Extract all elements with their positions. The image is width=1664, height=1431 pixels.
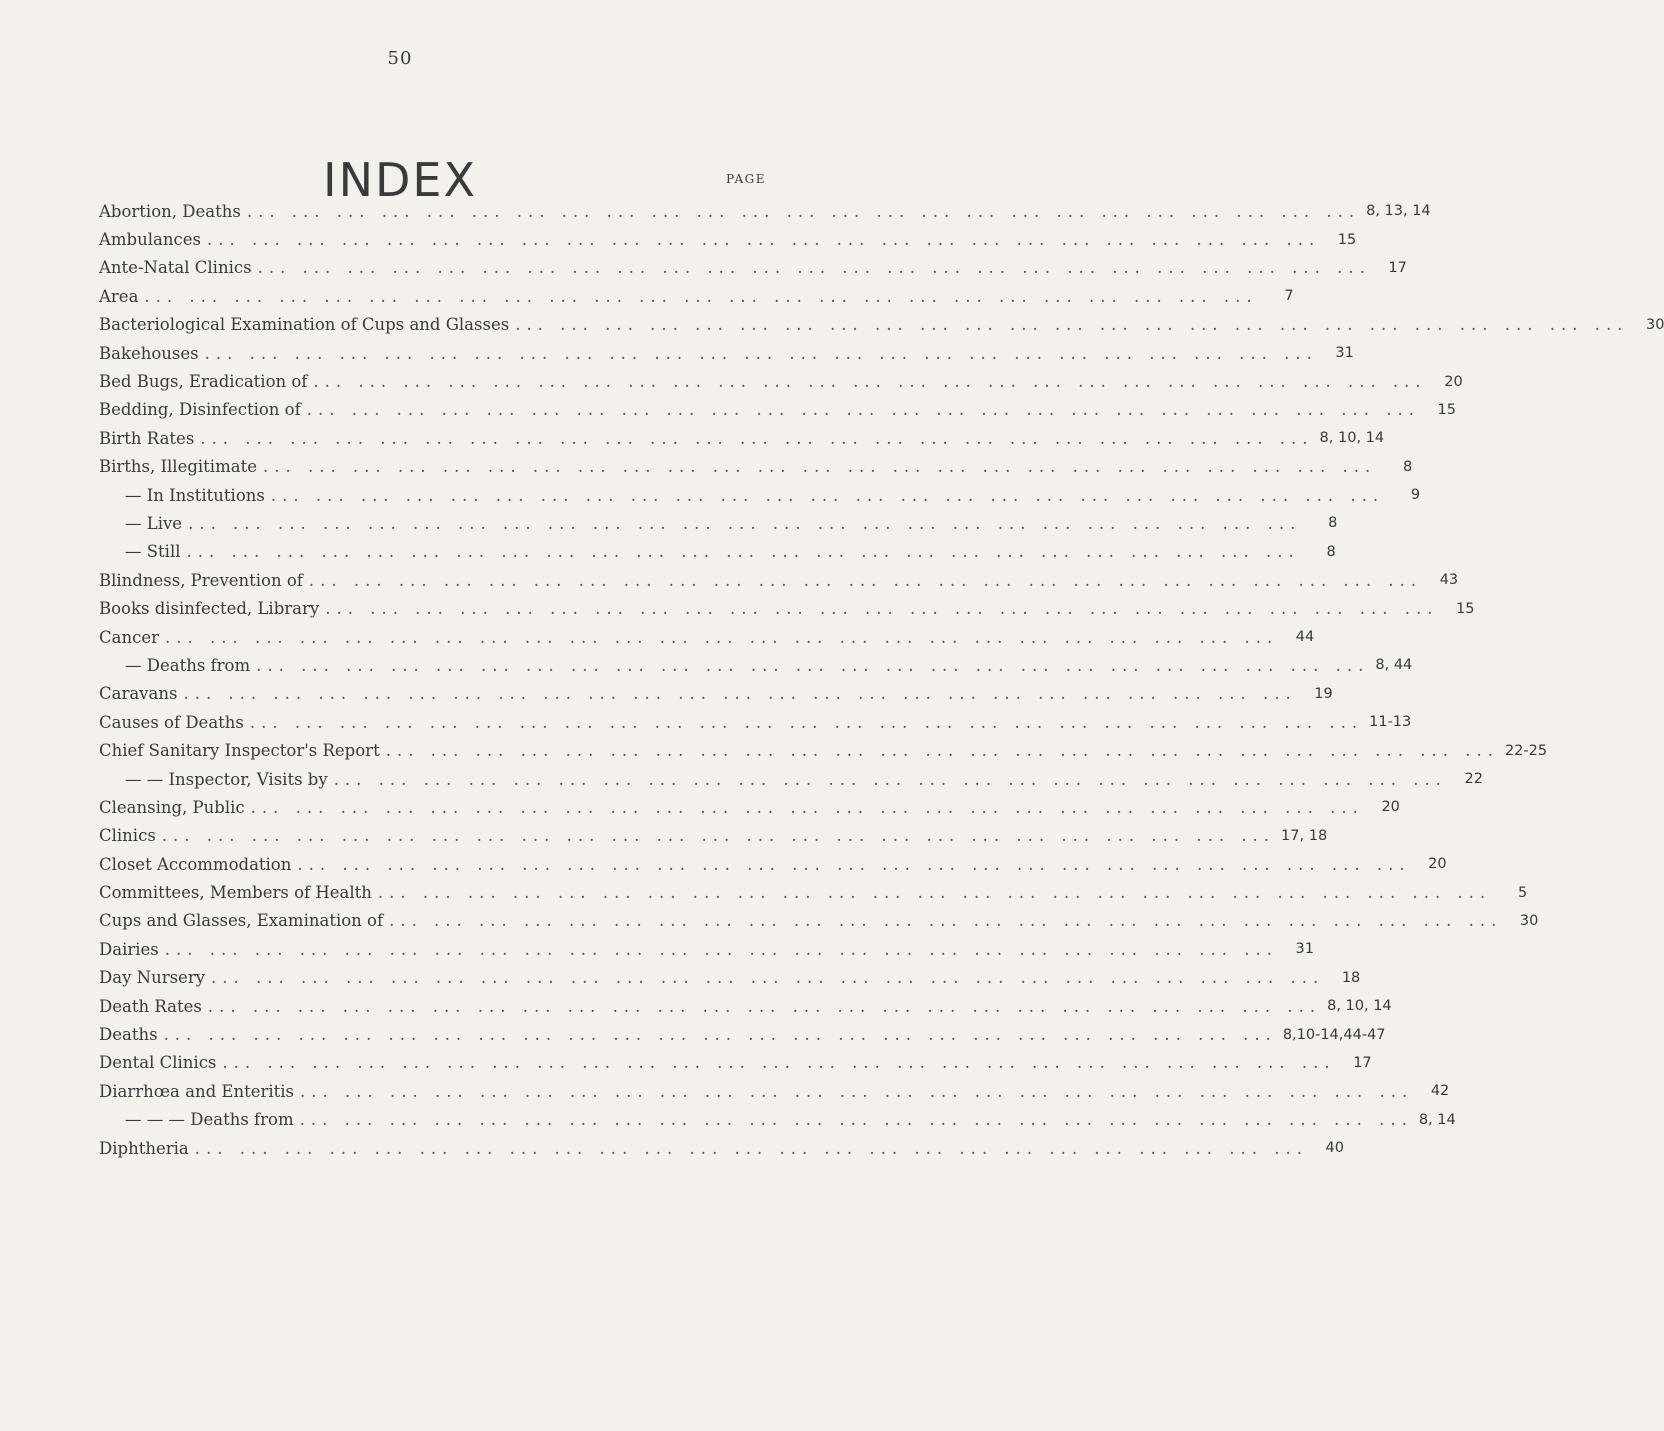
index-entry [99,992,1392,1020]
index-entry-pages: 8, 44 [1375,657,1413,674]
index-entry-pages: 30 [1519,912,1539,929]
dot-leader [183,684,1296,703]
index-entry-text: Births, Illegitimate [99,457,257,477]
dot-leader [258,258,1371,277]
dot-leader [297,855,1410,874]
index-entry-text: Dairies [99,939,159,959]
dot-leader [325,599,1438,618]
index-entry [99,566,1459,594]
index-entry-pages: 8, 10, 14 [1319,430,1385,447]
page-number: 50 [387,48,413,69]
index-entry-pages: 44 [1295,629,1315,646]
index-entry-pages: 15 [1456,600,1475,617]
index-entry [99,594,1475,622]
dot-leader [164,1025,1277,1044]
index-entry [99,765,1483,793]
index-entry [99,481,1421,509]
index-entry [99,623,1315,651]
index-entry [99,736,1548,764]
index-entry [99,1020,1386,1048]
index-entry-text: Ante-Natal Clinics [99,258,252,278]
dot-leader [300,1082,1413,1101]
index-entry-text: Bakehouses [99,343,199,363]
dot-leader [334,770,1447,789]
index-list [99,197,1664,1162]
index-entry [99,424,1385,452]
dot-leader [222,1053,1335,1072]
index-entry-text: Bed Bugs, Eradication of [99,372,308,392]
index-entry [99,1077,1450,1105]
index-entry-pages: 31 [1335,345,1354,362]
index-entry-text: Closet Accommodation [99,854,292,874]
dot-leader [263,457,1376,476]
index-entry-pages: 8 [1328,515,1338,532]
index-entry-text: Clinics [99,826,156,846]
dot-leader [205,344,1318,363]
dot-leader [515,315,1628,334]
index-entry-pages: 8, 10, 14 [1327,998,1392,1015]
dot-leader [256,656,1369,675]
dot-leader [247,202,1360,221]
dot-leader [251,798,1364,817]
index-entry-text: Books disinfected, Library [99,599,320,619]
index-entry-pages: 20 [1381,799,1400,816]
index-entry-text: — Live [125,513,183,533]
index-entry-text: Death Rates [99,996,202,1016]
dot-leader [309,571,1422,590]
index-entry-pages: 17 [1388,259,1407,276]
dot-leader [195,1139,1308,1158]
index-entry-text: Abortion, Deaths [99,201,241,221]
index-entry [99,396,1456,424]
dot-leader [207,230,1320,249]
index-entry-pages: 9 [1410,487,1421,504]
index-entry-text: Diphtheria [99,1138,189,1158]
index-entry [99,822,1328,850]
index-entry-text: Caravans [99,684,178,704]
index-entry [99,680,1333,708]
index-entry-text: — Still [125,542,181,562]
index-entry [99,282,1294,310]
index-entry-text: Committees, Members of Health [99,883,372,903]
index-entry-text: Cups and Glasses, Examination of [99,911,384,931]
index-entry-pages: 22-25 [1504,742,1548,759]
dot-leader [307,400,1420,419]
index-entry-text: Bacteriological Examination of Cups and Glasses [99,315,510,335]
index-entry-text: Bedding, Disinfection of [99,400,301,420]
dot-leader [271,486,1384,505]
dot-leader [165,628,1278,647]
dot-leader [313,372,1426,391]
index-entry-pages: 20 [1444,373,1463,390]
index-entry [99,509,1338,537]
index-entry [99,1049,1372,1077]
index-entry-pages: 17 [1353,1054,1372,1071]
index-entry [99,935,1314,963]
index-entry [99,708,1412,736]
index-entry-text: Cleansing, Public [99,797,245,817]
index-entry-pages: 31 [1295,941,1314,958]
index-entry [99,538,1336,566]
index-entry [99,651,1413,679]
index-entry [99,793,1400,821]
index-entry-pages: 17, 18 [1281,827,1328,844]
dot-leader [162,826,1275,845]
dot-leader [165,940,1278,959]
index-entry [99,311,1664,339]
index-entry [99,1106,1456,1134]
index-entry [99,964,1361,992]
index-entry-pages: 7 [1284,288,1294,305]
index-entry [99,225,1357,253]
index-entry-pages: 19 [1314,685,1333,702]
index-entry-pages: 15 [1337,231,1357,248]
index-entry [99,907,1539,935]
dot-leader [200,429,1313,448]
dot-leader [386,741,1499,760]
index-entry-text: Blindness, Prevention of [99,570,303,590]
index-entry-text: — In Institutions [125,485,265,505]
dot-leader [208,997,1321,1016]
dot-leader [250,713,1363,732]
index-entry-pages: 8, 13, 14 [1366,203,1431,220]
index-entry-text: — Deaths from [125,655,251,675]
index-entry-pages: 18 [1341,969,1361,986]
index-entry-text: — — — Deaths from [125,1110,294,1130]
index-entry [99,878,1528,906]
index-entry-text: Cancer [99,627,159,647]
index-entry-pages: 30 [1645,316,1664,333]
index-entry-text: — — Inspector, Visits by [125,769,328,789]
page-column-header: PAGE [726,172,766,186]
index-entry [99,1134,1344,1162]
index-entry-pages: 8 [1326,543,1336,560]
index-entry-pages: 40 [1325,1140,1344,1157]
index-entry-pages: 8 [1402,458,1413,475]
index-title: INDEX [323,152,477,207]
index-entry-pages: 8,10-14,44-47 [1282,1026,1386,1043]
dot-leader [187,542,1300,561]
dot-leader [389,911,1502,930]
index-entry-text: Ambulances [99,230,201,250]
index-entry [99,850,1447,878]
index-entry-text: Birth Rates [99,428,195,448]
index-entry [99,197,1431,225]
dot-leader [211,968,1324,987]
index-entry-pages: 5 [1517,884,1528,901]
index-entry-text: Causes of Deaths [99,712,244,732]
index-entry-pages: 15 [1437,401,1456,418]
dot-leader [144,287,1257,306]
dot-leader [378,883,1491,902]
index-entry-pages: 8, 14 [1418,1111,1456,1128]
index-entry-pages: 11-13 [1369,714,1412,731]
index-entry-text: Deaths [99,1025,158,1045]
index-entry [99,254,1407,282]
index-entry-text: Day Nursery [99,968,206,988]
index-entry [99,367,1463,395]
index-entry-pages: 22 [1464,771,1483,787]
index-entry-pages: 20 [1428,856,1447,873]
index-entry-pages: 42 [1430,1083,1450,1100]
index-entry-text: Area [99,286,139,306]
index-entry-pages: 43 [1439,572,1459,589]
index-entry-text: Chief Sanitary Inspector's Report [99,741,380,761]
index-entry-text: Diarrhœa and Enteritis [99,1081,295,1101]
index-entry-text: Dental Clinics [99,1053,217,1073]
index-entry [99,339,1354,367]
dot-leader [188,514,1301,533]
index-entry [99,453,1413,481]
dot-leader [300,1110,1413,1129]
